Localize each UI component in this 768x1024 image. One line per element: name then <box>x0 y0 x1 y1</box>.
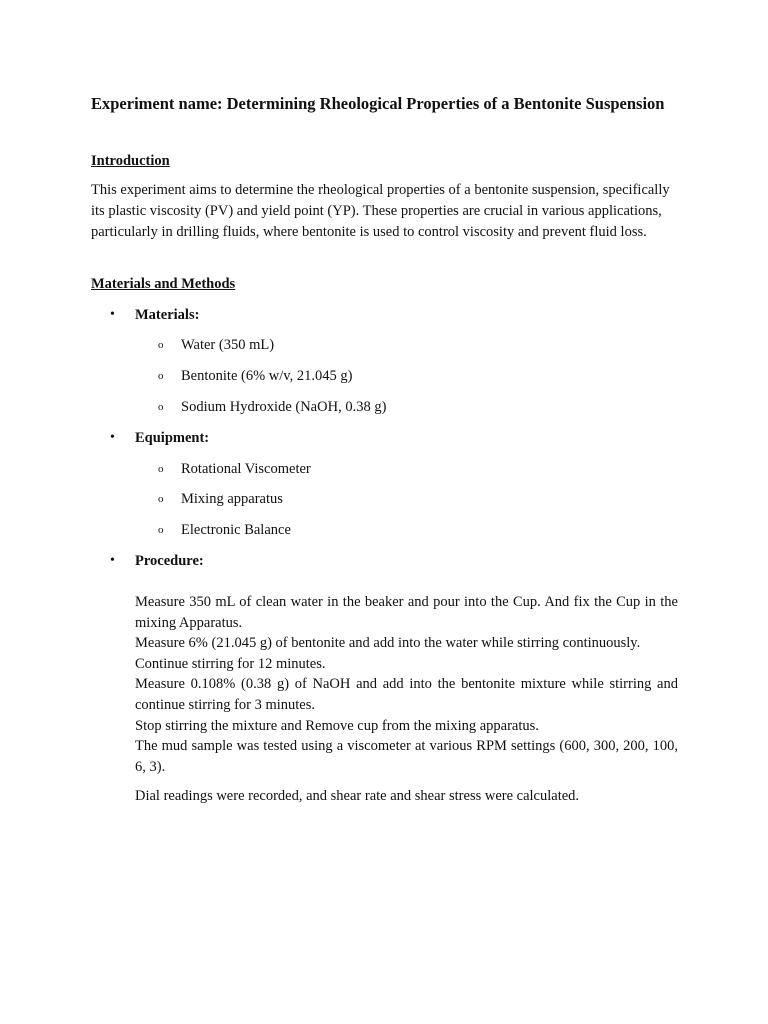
material-item-text: Sodium Hydroxide (NaOH, 0.38 g) <box>181 399 387 415</box>
procedure-steps <box>135 592 678 777</box>
material-item-text: Bentonite (6% w/v, 21.045 g) <box>181 368 353 384</box>
introduction-text: This experiment aims to determine the rheological properties of a bentonite suspension, specifically its plastic viscosity (PV) and yield point (YP). These properties are crucial in various applications, particularly in drilling fluids, where bentonite is used to control viscosity and prevent fluid loss. <box>91 182 670 240</box>
materials-label: Materials: <box>135 307 200 323</box>
procedure-label: Procedure: <box>135 553 204 569</box>
sub-bullet-icon: o <box>158 339 164 351</box>
bullet-icon: • <box>110 430 115 445</box>
bullet-icon: • <box>110 553 115 568</box>
procedure-step: Measure 350 mL of clean water in the beaker and pour into the Cup. And fix the Cup in the mixing Apparatus. <box>135 594 678 631</box>
sub-bullet-icon: o <box>158 401 164 413</box>
sub-bullet-icon: o <box>158 463 164 475</box>
sub-bullet-icon: o <box>158 524 164 536</box>
equipment-label: Equipment: <box>135 430 210 446</box>
procedure-step: Measure 6% (21.045 g) of bentonite and add into the water while stirring continuously. <box>135 635 641 652</box>
bullet-icon: • <box>110 307 115 322</box>
material-item-text: Water (350 mL) <box>181 337 275 353</box>
sub-bullet-icon: o <box>158 493 164 505</box>
experiment-title: Experiment name: Determining Rheological Properties of a Bentonite Suspension <box>91 94 665 113</box>
equipment-item-text: Rotational Viscometer <box>181 461 311 477</box>
equipment-item-text: Electronic Balance <box>181 522 291 538</box>
procedure-closing-text: Dial readings were recorded, and shear rate and shear stress were calculated. <box>135 788 580 804</box>
materials-methods-heading: Materials and Methods <box>91 276 236 292</box>
procedure-step: Stop stirring the mixture and Remove cup from the mixing apparatus. <box>135 717 539 734</box>
procedure-step: Measure 0.108% (0.38 g) of NaOH and add into the bentonite mixture while stirring and continue stirring for 3 minutes. <box>135 676 678 713</box>
procedure-step: The mud sample was tested using a viscometer at various RPM settings (600, 300, 200, 100, 6, 3). <box>135 738 678 775</box>
procedure-step: Continue stirring for 12 minutes. <box>135 655 326 672</box>
sub-bullet-icon: o <box>158 370 164 382</box>
introduction-heading: Introduction <box>91 153 170 169</box>
equipment-item-text: Mixing apparatus <box>181 491 283 507</box>
